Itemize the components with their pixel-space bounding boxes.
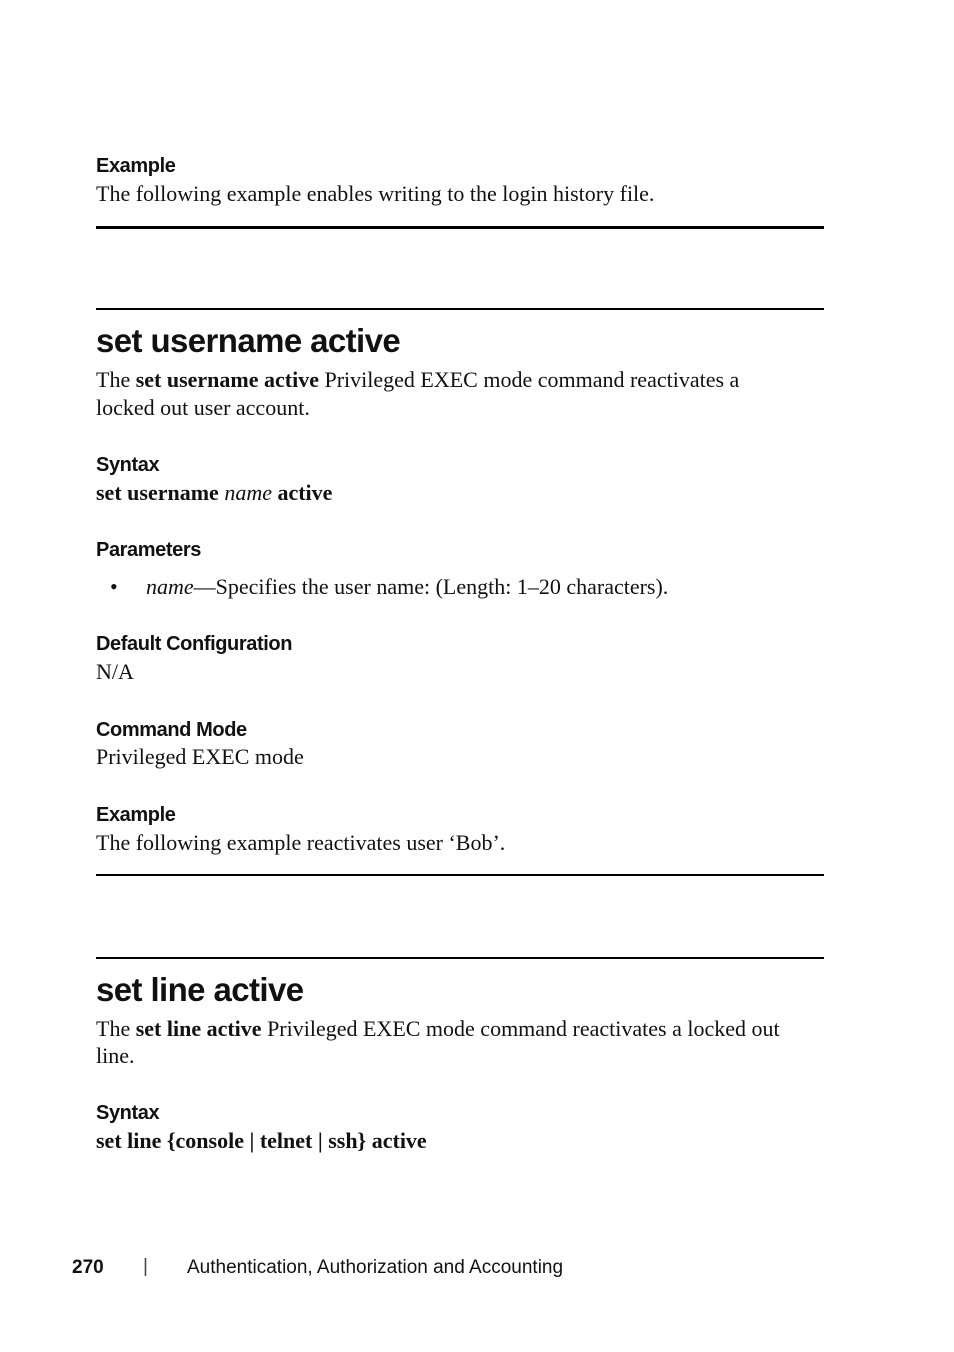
syntax-heading: Syntax (96, 454, 160, 476)
command-mode-value: Privileged EXEC mode (96, 744, 304, 769)
parameters-heading: Parameters (96, 539, 201, 561)
example-text: The following example reactivates user ‘Bob’. (96, 830, 506, 855)
example-heading: Example (96, 155, 176, 177)
section-top-rule (96, 308, 824, 310)
section-divider (96, 874, 824, 876)
description-line-2: line. (96, 1043, 135, 1068)
footer-separator: | (143, 1256, 148, 1277)
page-number: 270 (72, 1257, 104, 1278)
syntax-text: set username name active (96, 480, 333, 505)
default-configuration-heading: Default Configuration (96, 633, 293, 655)
section-title-set-username-active: set username active (96, 322, 401, 359)
parameter-item: name—Specifies the user name: (Length: 1–20 characters). (146, 574, 669, 599)
syntax-heading: Syntax (96, 1102, 160, 1124)
syntax-text: set line {console | telnet | ssh} active (96, 1128, 427, 1153)
syntax-argument: name (224, 480, 272, 505)
description-line-1: The set line active Privileged EXEC mode command reactivates a locked out (96, 1016, 780, 1041)
description-line-2: locked out user account. (96, 395, 310, 420)
command-name: set line active (135, 1016, 262, 1041)
example-heading: Example (96, 804, 176, 826)
chapter-title: Authentication, Authorization and Accounting (187, 1257, 564, 1278)
default-configuration-value: N/A (96, 659, 134, 684)
example-text: The following example enables writing to the login history file. (96, 181, 655, 206)
section-divider (96, 226, 824, 229)
command-mode-heading: Command Mode (96, 719, 247, 741)
description-line-1: The set username active Privileged EXEC mode command reactivates a (96, 367, 740, 392)
section-top-rule (96, 957, 824, 959)
parameter-name: name (146, 574, 194, 599)
command-name: set username active (135, 367, 319, 392)
section-title-set-line-active: set line active (96, 971, 304, 1008)
bullet: • (110, 574, 118, 599)
